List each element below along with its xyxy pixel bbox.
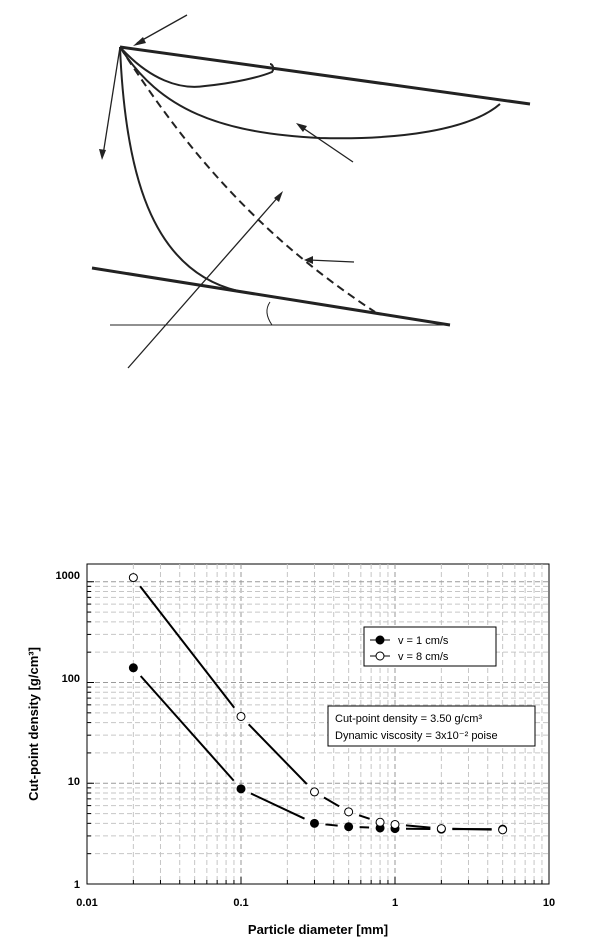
x-tick-label: 0.01 <box>76 897 98 909</box>
legend <box>364 627 496 666</box>
legend-marker-open <box>376 652 384 660</box>
x-tick-label: 1 <box>391 897 399 909</box>
y-tick-label: 1000 <box>55 570 80 582</box>
legend-label-2: v = 8 cm/s <box>398 651 449 663</box>
chart <box>26 564 555 937</box>
legend-marker-filled <box>376 636 384 644</box>
data-point-open <box>310 788 318 796</box>
x-tick-label: 0.1 <box>233 897 249 909</box>
y-tick-label: 10 <box>67 776 80 788</box>
lower-incline-line <box>92 268 450 325</box>
data-point-open <box>391 820 399 828</box>
y-axis-label: Cut-point density [g/cm³] <box>26 647 41 801</box>
annotation-line-2: Dynamic viscosity = 3x10⁻² poise <box>335 730 498 742</box>
data-point-open <box>345 808 353 816</box>
upper-incline-line <box>120 47 530 104</box>
arrows <box>99 15 354 368</box>
dashed-trajectory <box>120 47 375 312</box>
annotation-box <box>328 706 535 746</box>
x-axis-label: Particle diameter [mm] <box>247 922 389 937</box>
x-tick-label: 10 <box>542 897 556 909</box>
annotation-line-1: Cut-point density = 3.50 g/cm³ <box>335 713 483 725</box>
data-point-filled <box>345 823 353 831</box>
y-tick-label: 100 <box>61 673 80 685</box>
data-point-open <box>376 818 384 826</box>
data-point-filled <box>310 819 318 827</box>
data-point-filled <box>237 785 245 793</box>
angle-arc <box>267 302 272 325</box>
schematic-diagram <box>92 15 530 368</box>
data-point-open <box>129 574 137 582</box>
data-point-filled <box>129 664 137 672</box>
y-tick-label: 1 <box>73 879 80 891</box>
series-line-segment <box>325 824 337 825</box>
series-line-segment <box>452 829 491 830</box>
data-point-open <box>237 712 245 720</box>
data-point-open <box>437 825 445 833</box>
legend-label-1: v = 1 cm/s <box>398 635 449 647</box>
data-point-open <box>499 826 507 834</box>
